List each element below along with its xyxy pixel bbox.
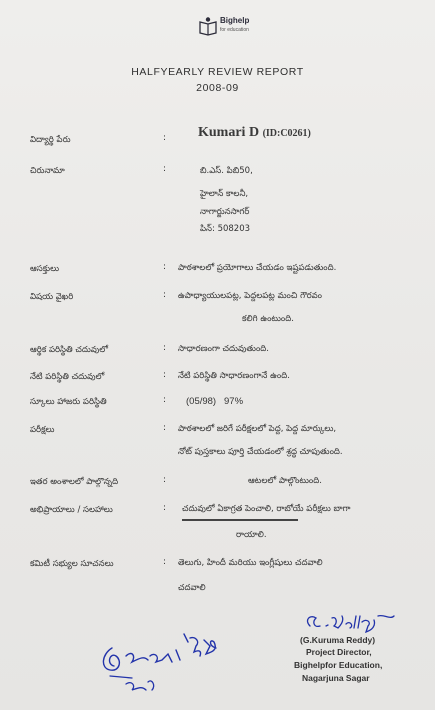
colon: : bbox=[163, 290, 167, 300]
label-remarks: అభిప్రాయాలు / సలహాలు bbox=[30, 505, 113, 515]
exams-value: పాఠశాలలో జరిగే పరీక్షలలో పెద్ద, పెద్ద మార్కులు, bbox=[178, 424, 337, 434]
address-pin: పిన్: 508203 bbox=[200, 224, 251, 234]
attendance-value: (05/98) 97% bbox=[186, 396, 244, 407]
colon: : bbox=[163, 395, 167, 405]
label-student-name: విద్యార్థి పేరు bbox=[30, 135, 71, 145]
label-exams: పరీక్షలు bbox=[30, 425, 55, 435]
label-committee-suggestions: కమిటీ సభ్యుల సూచనలు bbox=[30, 559, 114, 569]
colon: : bbox=[163, 423, 167, 433]
committee-suggestions-value: తెలుగు, హిందీ మరియు ఇంగ్లీషులు చదవాలి bbox=[178, 558, 323, 568]
book-icon bbox=[198, 16, 218, 36]
colon: : bbox=[163, 262, 167, 272]
director-name: (G.Kuruma Reddy) bbox=[300, 635, 376, 645]
address-line: నాగార్జునసాగర్ bbox=[200, 207, 250, 217]
colon: : bbox=[163, 343, 167, 353]
address-line: హైలాన్ కాలనీ, bbox=[200, 189, 249, 199]
colon: : bbox=[163, 370, 167, 380]
label-other-activities: ఇతర అంశాలలో పాల్గొన్నది bbox=[30, 477, 119, 487]
label-current-status: నేటి పరిస్థితి చదువులో bbox=[30, 372, 105, 382]
colon: : bbox=[163, 133, 167, 143]
colon: : bbox=[163, 557, 167, 567]
economic-status-value: సాధారణంగా చదువుతుంది. bbox=[178, 344, 269, 354]
logo-tagline: for education bbox=[220, 27, 249, 33]
student-id: (ID:C0261) bbox=[262, 128, 311, 139]
label-attendance: స్కూలు హాజరు పరిస్థితి bbox=[30, 397, 107, 407]
label-economic-status: ఆర్థిక పరిస్థితి చదువులో bbox=[30, 345, 108, 355]
remarks-underline bbox=[182, 519, 298, 521]
colon: : bbox=[163, 164, 167, 174]
current-status-value: నేటి పరిస్థితి సాధారణంగానే ఉంది. bbox=[178, 371, 290, 381]
report-year: 2008-09 bbox=[196, 82, 239, 94]
interests-value: పాఠశాలలో ప్రయోగాలు చేయడం ఇష్టపడుతుంది. bbox=[178, 263, 337, 273]
report-title: HALFYEARLY REVIEW REPORT bbox=[131, 66, 304, 78]
colon: : bbox=[163, 475, 167, 485]
handwritten-signature-student bbox=[92, 620, 232, 700]
handwritten-signature-director bbox=[302, 612, 402, 636]
committee-suggestions-value-cont: చదవాలి bbox=[178, 583, 206, 593]
attitude-value: ఉపాధ్యాయులపట్ల, పెద్దలపట్ల మంచి గౌరవం bbox=[178, 291, 322, 301]
director-organization: Bighelpfor Education, bbox=[294, 660, 383, 670]
remarks-value: చదువులో ఏకాగ్రత పెంచాలి, రాబోయే పరీక్షలు బాగా bbox=[182, 504, 351, 514]
address-line: బి.ఎస్. పిబి50, bbox=[200, 166, 253, 176]
director-place: Nagarjuna Sagar bbox=[302, 673, 370, 683]
colon: : bbox=[163, 503, 167, 513]
other-activities-value: ఆటలలో పాల్గొంటుంది. bbox=[248, 476, 322, 486]
label-interests: ఆసక్తులు bbox=[30, 264, 60, 274]
logo-brand: Bighelp bbox=[220, 16, 250, 25]
label-attitude: విషయ వైఖరి bbox=[30, 292, 74, 302]
director-title: Project Director, bbox=[306, 647, 372, 657]
remarks-value-cont: రాయాలి. bbox=[236, 530, 267, 540]
attitude-value-cont: కలిగి ఉంటుంది. bbox=[242, 314, 294, 324]
exams-value-cont: నోట్ పుస్తకాలు పూర్తి చేయడంలో శ్రద్ధ చూపుతుంది. bbox=[178, 447, 343, 457]
student-name: Kumari D (ID:C0261) bbox=[198, 125, 311, 140]
label-address: చిరునామా bbox=[30, 166, 65, 176]
